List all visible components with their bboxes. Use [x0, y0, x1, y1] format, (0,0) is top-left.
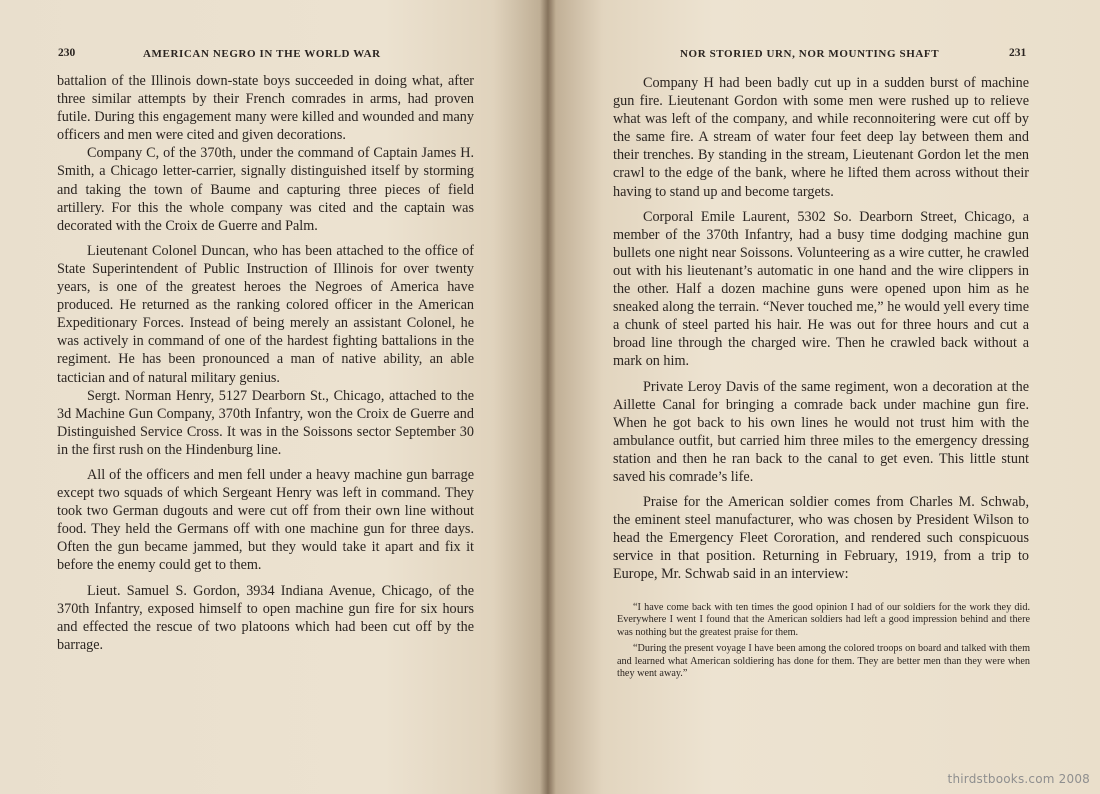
paragraph: Company C, of the 370th, under the command of Captain James H. Smith, a Chicago letter-carrier, signally distinguished itself by storming and taking the town of Baume and capturing three pieces of field artillery. For this the whole company was cited and the captain was decorated with the Croix de Guerre and Palm. — [57, 145, 474, 234]
paragraph: Lieutenant Colonel Duncan, who has been attached to the office of State Superintendent of Public Instruction of Illinois for over twenty years, is one of the greatest heroes the Negroes of America have produced. He returned as the ranking colored officer in the American Expeditionary Forces. Instead of being merely an assistant Colonel, he was actively in command of one of the hardest fighting battalions in the regiment. He has been pronounced a man of native ability, an able tactician and of natural military genius. — [57, 242, 474, 386]
paragraph: Private Leroy Davis of the same regiment, won a decoration at the Aillette Canal for bringing a comrade back under machine gun fire. When he got back to his own lines he would not trust him with the ambulance outfit, but carried him three miles to the emergency dressing station and then he ran back to the canal to get even. This little stunt saved his comrade’s life. — [613, 378, 1029, 485]
paragraph: All of the officers and men fell under a heavy machine gun barrage except two squads of which Sergeant Henry was left in command. They took two German dugouts and were cut off from their own line without food. They held the Germans off with one machine gun for three days. Often the gun became jammed, but they would take it apart and fix it before the enemy could get to them. — [57, 466, 474, 574]
paragraph: Sergt. Norman Henry, 5127 Dearborn St., Chicago, attached to the 3d Machine Gun Company, 370th Infantry, won the Croix de Guerre and Distinguished Service Cross. It was in the Soissons sector September 30 in the first rush on the Hindenburg line. — [57, 387, 474, 458]
quote-paragraph: “During the present voyage I have been among the colored troops on board and talked with them and learned what American soldiering has done for them. They are better men than they were when they went away.” — [617, 643, 1030, 680]
paragraph: Company H had been badly cut up in a sudden burst of machine gun fire. Lieutenant Gordon with some men were rushed up to relieve what was left of the company, and while reconnoitering were cut off by the same fire. A stream of water four feet deep lay between them and their trenches. By standing in the stream, Lieutenant Gordon let the men crawl to the edge of the bank, where he lifted them across without their having to stand up and become targets. — [613, 75, 1029, 200]
running-head-right: NOR STORIED URN, NOR MOUNTING SHAFT — [680, 48, 940, 60]
paragraph: battalion of the Illinois down-state boys succeeded in doing what, after three similar attempts by their French comrades in arms, had proven futile. During this engagement many were killed and wounded and many officers and men were cited and given decorations. — [57, 73, 474, 144]
block-quote — [617, 602, 1030, 684]
right-page — [548, 0, 1100, 794]
book-gutter — [540, 0, 556, 794]
right-body-text — [613, 74, 1029, 584]
page-number-right: 231 — [1009, 47, 1027, 59]
left-page — [0, 0, 548, 794]
watermark: thirdstbooks.com 2008 — [947, 772, 1090, 786]
paragraph: Praise for the American soldier comes from Charles M. Schwab, the eminent steel manufacturer, who was chosen by President Wilson to head the Emergency Fleet Cororation, and rendered such conspicuous service in that position. Returning in February, 1919, from a trip to Europe, Mr. Schwab said in an interview: — [613, 494, 1029, 583]
paragraph: Corporal Emile Laurent, 5302 So. Dearborn Street, Chicago, a member of the 370th Infantry, had a busy time dodging machine gun bullets one night near Soissons. Volunteering as a wire cutter, he crawled out with his lieutenant’s automatic in one hand and the wire clippers in the other. Half a dozen machine guns were opened upon him as he sneaked along the terrain. “Never touched me,” he would yell every time a chunk of steel parted his hair. He was out for three hours and cut a broad line through the charged wire. Then he crawled back without a mark on him. — [613, 208, 1029, 370]
running-head-left: AMERICAN NEGRO IN THE WORLD WAR — [143, 48, 381, 60]
quote-paragraph: “I have come back with ten times the good opinion I had of our soldiers for the work they did. Everywhere I went I found that the American soldiers had left a good impression behind and there was nothing but the greatest praise for them. — [617, 602, 1030, 638]
paragraph: Lieut. Samuel S. Gordon, 3934 Indiana Avenue, Chicago, of the 370th Infantry, exposed himself to open machine gun fire for six hours and effected the rescue of two platoons which had been cut off by the barrage. — [57, 582, 474, 653]
left-body-text — [57, 72, 474, 654]
page-number-left: 230 — [58, 47, 76, 59]
